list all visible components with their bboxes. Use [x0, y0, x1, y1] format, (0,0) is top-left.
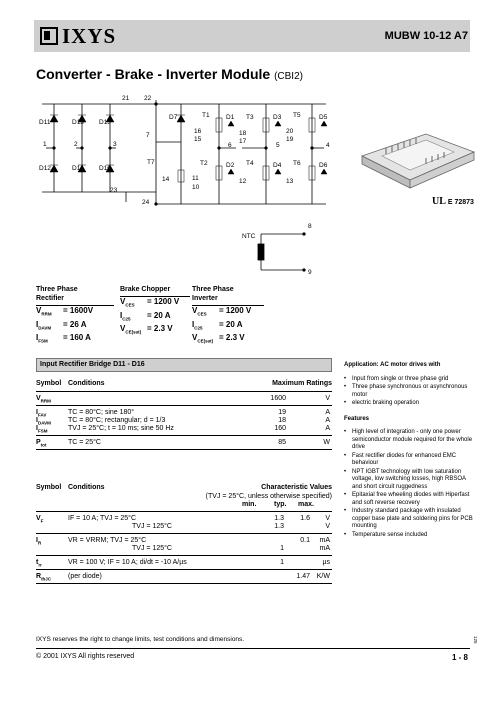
typ-vf-125: 1.3 — [274, 523, 284, 530]
label-n7: 7 — [146, 132, 150, 139]
cond-rthjc: (per diode) — [68, 573, 102, 580]
brand-name: IXYS — [62, 23, 117, 48]
rating-row: $I_{FSM} = 160$ A — [36, 333, 91, 344]
cond-ifsm: TVJ = 25°C; t = 10 ms; sine 50 Hz — [68, 425, 174, 432]
col-max: max. — [298, 501, 314, 508]
unit-vf: V — [325, 515, 330, 522]
col-max-ratings: Maximum Ratings — [272, 380, 332, 387]
list-item: • Epitaxial free wheeling diodes with Hiperfast and soft reverse recovery — [344, 492, 474, 507]
label-n20: 20 — [286, 128, 294, 135]
label-n16: 16 — [194, 128, 202, 135]
unit-trr: µs — [322, 559, 330, 566]
label-d14: D14 — [72, 165, 84, 172]
rating-row: $I_{C25} = 20$ A — [120, 310, 171, 322]
col-conditions: Conditions — [68, 484, 105, 491]
label-ntc: NTC — [242, 233, 256, 240]
list-item: • NPT IGBT technology with low saturation voltage, low switching losses, high RBSOA and short circuit ruggedness — [344, 469, 474, 492]
label-n22: 22 — [144, 95, 152, 102]
cond-ptot: TC = 25°C — [68, 439, 101, 446]
typ-ir-125: 1 — [280, 545, 284, 552]
label-n8: 8 — [308, 223, 312, 230]
label-d12: D12 — [39, 165, 51, 172]
label-d2: D2 — [226, 162, 235, 169]
label-n11: 11 — [192, 175, 199, 182]
conditions-note: (TVJ = 25°C, unless otherwise specified) — [205, 493, 332, 500]
ratings-heading: Three Phase — [36, 286, 78, 293]
applications-features — [344, 362, 474, 540]
label-n12: 12 — [239, 178, 247, 185]
ratings-heading: Three Phase — [192, 286, 234, 293]
unit-vrrm: V — [325, 395, 330, 402]
sym-ir: $I_R$ — [36, 537, 42, 546]
rating-row: $V_{CES} = 1200$ V — [120, 297, 180, 308]
rating-row: $V_{CE(sat)} = 2.3$ V — [120, 324, 173, 335]
list-item: • Input from single or three phase grid — [344, 376, 474, 384]
label-d7: D7 — [169, 114, 178, 121]
col-symbol: Symbol — [36, 484, 62, 491]
document-code: 125 — [473, 636, 478, 644]
label-t4: T4 — [246, 160, 254, 167]
cond-ir: VR = VRRM; TVJ = 25°C — [68, 537, 147, 544]
label-d1: D1 — [226, 114, 235, 121]
label-n24: 24 — [142, 199, 150, 206]
list-item: • Industry standard package with insulated copper base plate and soldering pins for PCB mounting — [344, 508, 474, 531]
unit-rthjc: K/W — [316, 573, 330, 580]
col-min: min. — [242, 501, 257, 508]
label-n13: 13 — [286, 178, 294, 185]
label-n14: 14 — [162, 176, 170, 183]
rating-row: $I_{C25} = 20$ A — [192, 319, 243, 331]
sym-ptot: $P_{tot}$ — [36, 439, 47, 448]
label-n23: 23 — [110, 187, 118, 194]
val-ifav: 19 — [278, 409, 286, 416]
label-n2: 2 — [74, 141, 78, 148]
part-number: MUBW 10-12 A7 — [384, 30, 468, 42]
label-d6: D6 — [319, 162, 328, 169]
unit-ir: mA — [319, 537, 330, 544]
label-t1: T1 — [202, 112, 210, 119]
label-t5: T5 — [293, 112, 301, 119]
unit-idavm: A — [325, 417, 330, 424]
features-heading: Features — [344, 415, 370, 422]
cond-vf: IF = 10 A; TVJ = 25°C — [68, 515, 137, 522]
list-item: • electric braking operation — [344, 400, 474, 408]
label-n19: 19 — [286, 136, 294, 143]
label-n3: 3 — [113, 141, 117, 148]
sym-rthjc: $R_{thJC}$ — [36, 573, 52, 582]
footer-divider — [36, 648, 470, 649]
list-item: • High level of integration - only one power semiconductor module required for the whole drive — [344, 429, 474, 452]
title-main: Converter - Brake - Inverter Module — [36, 66, 271, 82]
unit-vf-125: V — [325, 523, 330, 530]
unit-ifsm: A — [325, 425, 330, 432]
max-vf: 1.6 — [300, 515, 310, 522]
val-vrrm: 1600 — [270, 395, 286, 402]
label-d3: D3 — [273, 114, 282, 121]
label-t2: T2 — [200, 160, 208, 167]
ratings-rectifier — [36, 285, 114, 347]
label-d15: D15 — [99, 119, 111, 126]
typ-trr: 1 — [280, 559, 284, 566]
footer-note: IXYS reserves the right to change limits, test conditions and dimensions. — [36, 636, 245, 643]
title-sub: (CBI2) — [274, 71, 303, 82]
ratings-heading: Rectifier — [36, 295, 65, 302]
cond-vf-125: TVJ = 125°C — [132, 523, 172, 530]
max-ir: 0.1 — [300, 537, 310, 544]
label-n10: 10 — [192, 184, 200, 191]
application-list — [344, 376, 474, 408]
ixys-logo-icon — [40, 27, 58, 45]
label-d5: D5 — [319, 114, 328, 121]
label-n6: 6 — [228, 142, 232, 149]
label-n21: 21 — [122, 95, 130, 102]
module-package-image — [356, 126, 476, 196]
application-heading: Application: AC motor drives with — [344, 362, 441, 368]
cond-ir-125: TVJ = 125°C — [132, 545, 172, 552]
label-d4: D4 — [273, 162, 282, 169]
ratings-heading: Brake Chopper — [120, 286, 171, 293]
max-rthjc: 1.47 — [296, 573, 310, 580]
circuit-schematic — [36, 92, 336, 278]
ratings-heading: Inverter — [192, 295, 218, 302]
val-ifsm: 160 — [274, 425, 286, 432]
typ-vf: 1.3 — [274, 515, 284, 522]
rating-row: $V_{CE(sat)} = 2.3$ V — [192, 333, 245, 344]
label-n18: 18 — [239, 130, 247, 137]
label-n5: 5 — [276, 142, 280, 149]
label-n1: 1 — [43, 141, 47, 148]
sym-ifsm: $I_{FSM}$ — [36, 425, 48, 434]
sym-trr: $t_{rr}$ — [36, 559, 42, 568]
list-item: • Temperature sense included — [344, 532, 474, 540]
label-t7: T7 — [147, 159, 155, 166]
val-ptot: 85 — [278, 439, 286, 446]
label-t6: T6 — [293, 160, 301, 167]
list-item: • Fast rectifier diodes for enhanced EMC behaviour — [344, 453, 474, 468]
label-n15: 15 — [194, 136, 202, 143]
features-list — [344, 429, 474, 539]
label-d11: D11 — [39, 119, 51, 126]
section-title: Input Rectifier Bridge D11 - D16 — [40, 361, 145, 368]
characteristic-values-table — [36, 482, 332, 592]
max-ratings-table — [36, 378, 332, 458]
ul-file-number: E 72873 — [447, 199, 474, 206]
ul-logo-icon: UL — [432, 196, 446, 207]
col-typ: typ. — [274, 501, 287, 508]
copyright: © 2001 IXYS All rights reserved — [36, 653, 135, 660]
cond-ifav: TC = 80°C; sine 180° — [68, 409, 135, 416]
sym-vf: $V_F$ — [36, 515, 44, 524]
col-conditions: Conditions — [68, 380, 105, 387]
cond-idavm: TC = 80°C; rectangular; d = 1/3 — [68, 417, 166, 424]
page-number: 1 - 8 — [451, 653, 468, 662]
unit-ptot: W — [323, 439, 330, 446]
label-d16: D16 — [99, 165, 111, 172]
label-n17: 17 — [239, 138, 247, 145]
cond-trr: VR = 100 V; IF = 10 A; di/dt = -10 A/µs — [68, 559, 187, 566]
rating-row: $V_{CES} = 1200$ V — [192, 306, 252, 317]
sym-idavm: $I_{DAVM}$ — [36, 417, 51, 426]
label-d13: D13 — [72, 119, 84, 126]
list-item: • Three phase synchronous or asynchronous motor — [344, 384, 474, 399]
rating-row: $V_{RRM} = 1600V$ — [36, 306, 94, 317]
sym-ifav: $I_{FAV}$ — [36, 409, 47, 418]
col-characteristic-values: Characteristic Values — [261, 484, 332, 491]
unit-ifav: A — [325, 409, 330, 416]
page-title — [36, 66, 303, 82]
ratings-inverter — [192, 285, 264, 347]
rating-row: $I_{DAVM} = 26$ A — [36, 319, 87, 331]
col-symbol: Symbol — [36, 380, 62, 387]
sym-vrrm: $V_{RRM}$ — [36, 395, 51, 404]
brand-logo — [40, 23, 117, 48]
label-t3: T3 — [246, 114, 254, 121]
label-n9: 9 — [308, 269, 312, 276]
label-n4: 4 — [326, 142, 330, 149]
ratings-summary — [36, 285, 306, 345]
unit-ir-125: mA — [319, 545, 330, 552]
ratings-brake-chopper — [120, 285, 190, 338]
val-idavm: 18 — [278, 417, 286, 424]
ul-listing — [432, 196, 474, 207]
